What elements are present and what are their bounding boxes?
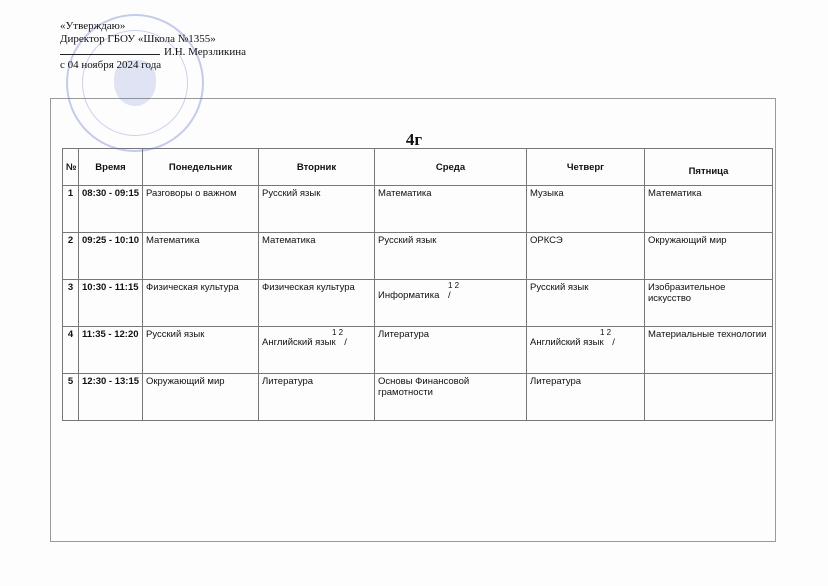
table-row (63, 327, 773, 374)
header-tuesday: Вторник (259, 149, 375, 186)
tuesday-lesson: Русский язык (259, 186, 375, 233)
friday-lesson: Математика (645, 186, 773, 233)
group-numbers: 1 2 (332, 328, 344, 337)
thursday-lesson (527, 327, 645, 374)
lesson-time: 12:30 - 13:15 (79, 374, 143, 421)
header-thursday: Четверг (527, 149, 645, 186)
lesson-num: 1 (63, 186, 79, 233)
monday-lesson: Математика (143, 233, 259, 280)
approval-director-name: И.Н. Мерзликина (164, 46, 247, 58)
signature-underline (60, 54, 160, 55)
monday-lesson: Физическая культура (143, 280, 259, 327)
group-slash: / (448, 290, 451, 301)
header-friday: Пятница (645, 149, 773, 186)
lesson-num: 2 (63, 233, 79, 280)
wednesday-lesson: Основы Финансовой грамотности (375, 374, 527, 421)
table-row (63, 186, 773, 233)
tuesday-lesson: Физическая культура (259, 280, 375, 327)
thursday-subject: Английский язык (530, 337, 604, 348)
header-wednesday: Среда (375, 149, 527, 186)
lesson-time: 10:30 - 11:15 (79, 280, 143, 327)
wednesday-lesson (375, 280, 527, 327)
approval-signature-line (60, 46, 246, 59)
table-row (63, 280, 773, 327)
friday-lesson: Окружающий мир (645, 233, 773, 280)
lesson-num: 4 (63, 327, 79, 374)
friday-lesson: Материальные технологии (645, 327, 773, 374)
table-header-row (63, 149, 773, 186)
table-row (63, 374, 773, 421)
approval-block (60, 20, 246, 72)
table-row (63, 233, 773, 280)
lesson-num: 3 (63, 280, 79, 327)
lesson-time: 09:25 - 10:10 (79, 233, 143, 280)
lesson-num: 5 (63, 374, 79, 421)
lesson-time: 08:30 - 09:15 (79, 186, 143, 233)
group-numbers: 1 2 (448, 281, 460, 290)
wednesday-lesson: Русский язык (375, 233, 527, 280)
approval-director: Директор ГБОУ «Школа №1355» (60, 33, 216, 45)
wednesday-subject: Информатика (378, 290, 440, 301)
group-numbers: 1 2 (600, 328, 612, 337)
header-num: № (63, 149, 79, 186)
tuesday-lesson: Литература (259, 374, 375, 421)
approval-heading: «Утверждаю» (60, 20, 126, 32)
tuesday-lesson (259, 327, 375, 374)
header-monday: Понедельник (143, 149, 259, 186)
wednesday-lesson: Математика (375, 186, 527, 233)
monday-lesson: Разговоры о важном (143, 186, 259, 233)
tuesday-lesson: Математика (259, 233, 375, 280)
tuesday-subject: Английский язык (262, 337, 336, 348)
friday-lesson: Изобразительное искусство (645, 280, 773, 327)
class-title: 4г (405, 130, 423, 149)
group-slash: / (612, 337, 615, 348)
monday-lesson: Русский язык (143, 327, 259, 374)
thursday-lesson: Литература (527, 374, 645, 421)
thursday-lesson: ОРКСЭ (527, 233, 645, 280)
timetable (62, 148, 773, 421)
group-slash: / (344, 337, 347, 348)
lesson-time: 11:35 - 12:20 (79, 327, 143, 374)
approval-date: с 04 ноября 2024 года (60, 59, 162, 71)
wednesday-lesson: Литература (375, 327, 527, 374)
friday-lesson (645, 374, 773, 421)
header-time: Время (79, 149, 143, 186)
thursday-lesson: Русский язык (527, 280, 645, 327)
thursday-lesson: Музыка (527, 186, 645, 233)
monday-lesson: Окружающий мир (143, 374, 259, 421)
